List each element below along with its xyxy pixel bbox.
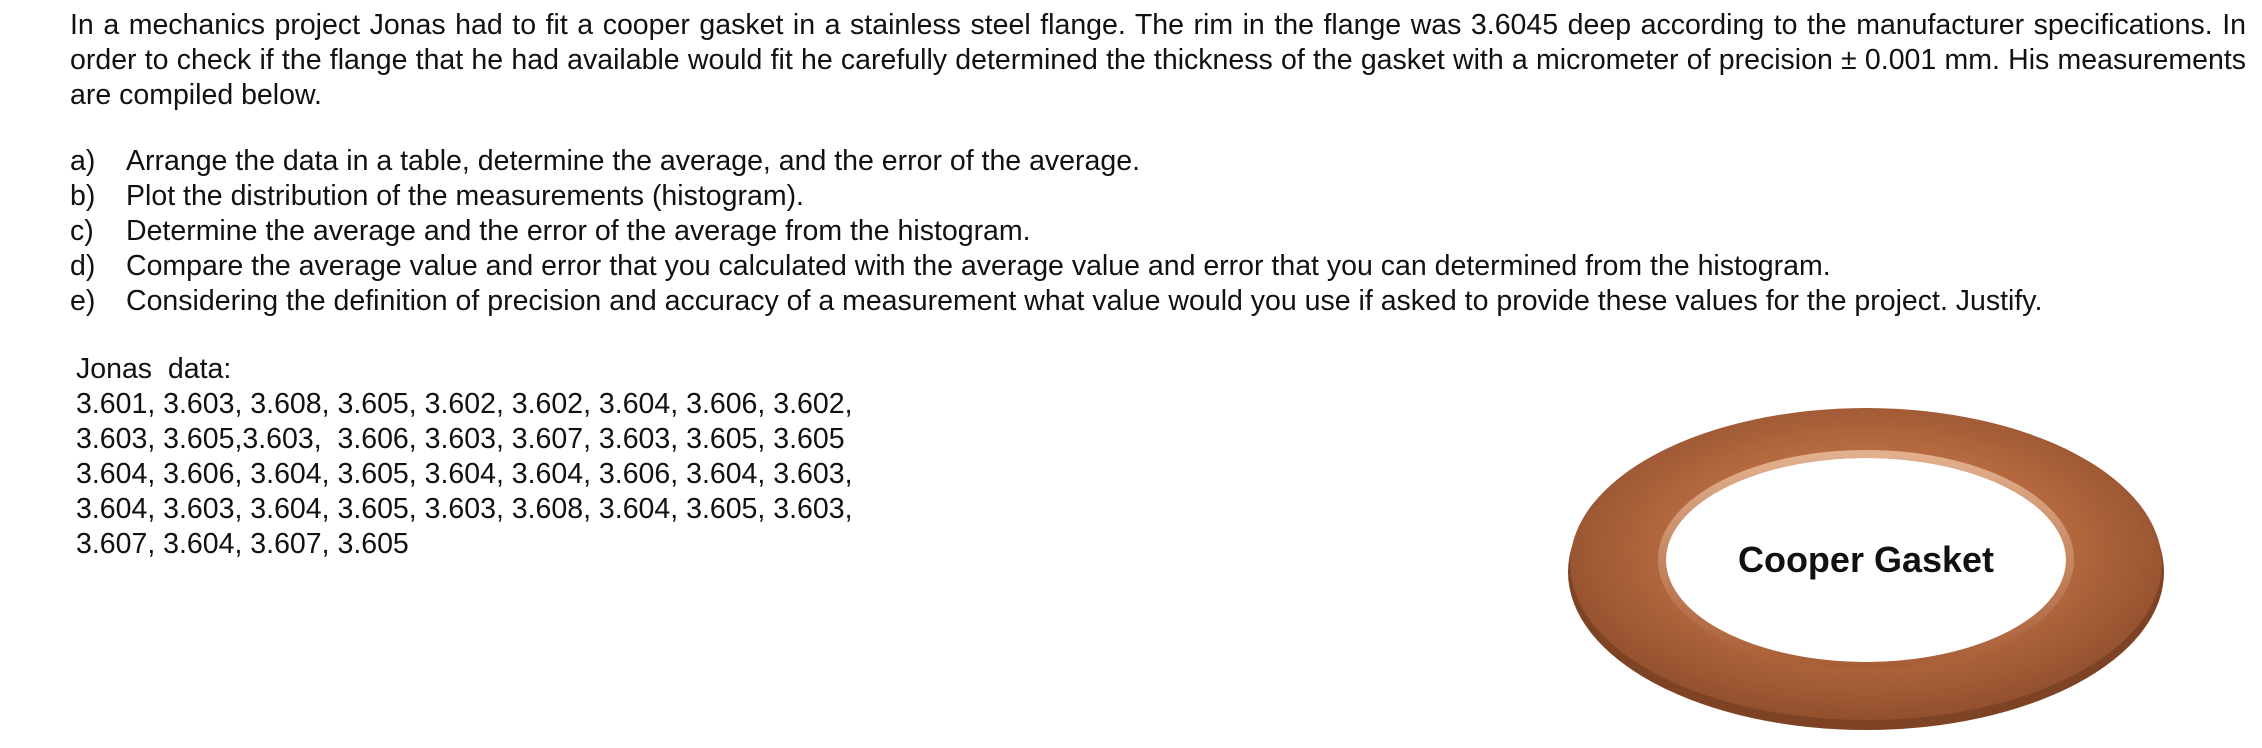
data-line: 3.607, 3.604, 3.607, 3.605 [76, 528, 409, 560]
question-letter: d) [70, 250, 96, 282]
question-item [70, 214, 2250, 249]
gasket-image [1566, 400, 2176, 732]
question-text: Compare the average value and error that you calculated with the average value and error that you can determined from the histogram. [126, 250, 1831, 282]
data-heading: Jonas data: [76, 353, 232, 385]
question-item [70, 144, 2250, 179]
question-item [70, 249, 2250, 284]
data-line: 3.603, 3.605,3.603, 3.606, 3.603, 3.607, 3.603, 3.605, 3.605 [76, 423, 845, 455]
data-line: 3.604, 3.603, 3.604, 3.605, 3.603, 3.608, 3.604, 3.605, 3.603, [76, 493, 853, 525]
problem-intro: In a mechanics project Jonas had to fit a cooper gasket in a stainless steel flange. The rim in the flange was 3.6045 deep according to the manufacturer specifications. In order to check if the flange that he had available would fit he carefully determined the thickness of the gasket with a micrometer of precision ± 0.001 mm. His measurements are compiled below. [70, 9, 2246, 111]
question-item [70, 284, 2250, 319]
question-letter: a) [70, 145, 96, 177]
question-item [70, 179, 2250, 214]
data-line: 3.601, 3.603, 3.608, 3.605, 3.602, 3.602, 3.604, 3.606, 3.602, [76, 388, 853, 420]
gasket-label: Cooper Gasket [1737, 539, 1995, 580]
question-text: Plot the distribution of the measurements (histogram). [126, 180, 804, 212]
question-letter: b) [70, 180, 96, 212]
measurement-data [76, 352, 853, 562]
question-text: Determine the average and the error of the average from the histogram. [126, 215, 1031, 247]
data-line: 3.604, 3.606, 3.604, 3.605, 3.604, 3.604, 3.606, 3.604, 3.603, [76, 458, 853, 490]
question-letter: c) [70, 215, 94, 247]
question-list [70, 144, 2250, 319]
question-text: Considering the definition of precision and accuracy of a measurement what value would you use if asked to provide these values for the project. Justify. [126, 285, 2043, 317]
question-text: Arrange the data in a table, determine the average, and the error of the average. [126, 145, 1140, 177]
copper-gasket-icon [1566, 400, 2176, 732]
question-letter: e) [70, 285, 96, 317]
